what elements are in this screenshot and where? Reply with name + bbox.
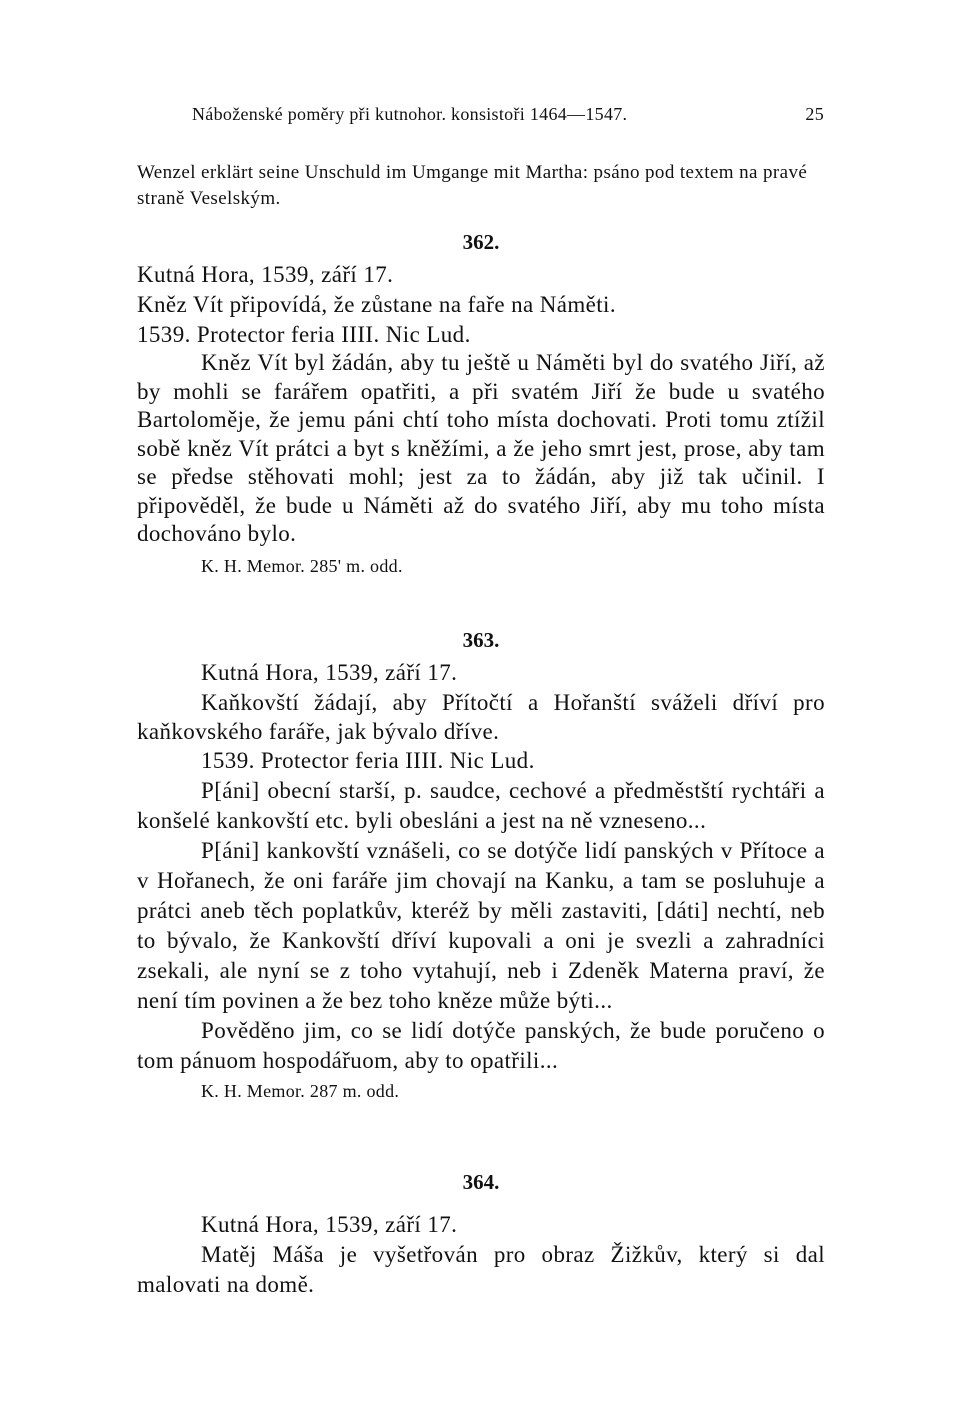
entry-364 — [137, 1170, 825, 1300]
entry-summary: Matěj Máša je vyšetřován pro obraz Žižkův, který si dal malovati na domě. — [137, 1242, 825, 1297]
intro-note: Wenzel erklärt seine Unschuld im Umgange mit Martha: psáno pod textem na pravé straně Veselským. — [137, 162, 808, 209]
entry-paragraph: P[áni] obecní starší, p. saudce, cechové a předměstští rychtáři a konšelé kankovští etc. byli obesláni a jest na ně vzneseno... — [137, 778, 825, 833]
entry-source: K. H. Memor. 285' m. odd. — [201, 555, 403, 576]
entry-paragraph: P[áni] kankovští vznášeli, co se dotýče lidí panských v Přítoce a v Hořanech, že oni faráře jim chovají na Kanku, a tam se posluhuje a prátci aneb těch poplatkův, kteréž by měli zastaviti, [dáti] nechtí, neb to bývalo, že Kankovští dříví kupovali a oni je svezli a zahradníci zsekali, ale nyní se z toho vytahují, neb i Zdeněk Materna praví, že není tím povinen a že bez toho kněze může býti... — [137, 838, 825, 1013]
entry-paragraph: Pověděno jim, co se lidí dotýče panských, že bude poručeno o tom pánuom hospodářuom, aby to opatřili... — [137, 1018, 825, 1073]
entry-summary: Kněz Vít připovídá, že zůstane na faře na Náměti. — [137, 292, 616, 317]
entry-number: 362. — [462, 230, 500, 254]
entry-dating: 1539. Protector feria IIII. Nic Lud. — [201, 748, 535, 773]
entry-paragraph: Kněz Vít byl žádán, aby tu ještě u Náměti byl do svatého Jiří, až by mohli se farářem opatřiti, a při svatém Jiří že bude u svatého Bartoloměje, že jemu páni chtí toho místa dochovati. Proti tomu ztížil sobě kněz Vít prátci a byt s kněžími, a že jeho smrt jest, prose, aby tam se předse stěhovati mohl; jest za to žádán, aby již tak učinil. I připověděl, že bude u Náměti až do svatého Jiří, aby mu toho místa dochováno bylo. — [137, 350, 825, 546]
entry-place-date: Kutná Hora, 1539, září 17. — [201, 1212, 458, 1237]
entry-summary: Kaňkovští žádají, aby Přítočtí a Hořanští sváželi dříví pro kaňkovského faráře, jak bývalo dříve. — [137, 690, 825, 744]
entry-place-date: Kutná Hora, 1539, září 17. — [137, 262, 394, 287]
page-number: 25 — [805, 104, 824, 124]
entry-number: 364. — [462, 1170, 500, 1194]
entry-362 — [137, 230, 825, 579]
running-header — [192, 104, 824, 125]
entry-place-date: Kutná Hora, 1539, září 17. — [201, 660, 458, 685]
entry-dating: 1539. Protector feria IIII. Nic Lud. — [137, 322, 471, 347]
entry-number: 363. — [462, 628, 500, 652]
header-title: Náboženské poměry při kutnohor. konsistoři 1464—1547. — [192, 104, 628, 124]
entry-source: K. H. Memor. 287 m. odd. — [201, 1081, 400, 1101]
entry-363 — [137, 628, 825, 1106]
